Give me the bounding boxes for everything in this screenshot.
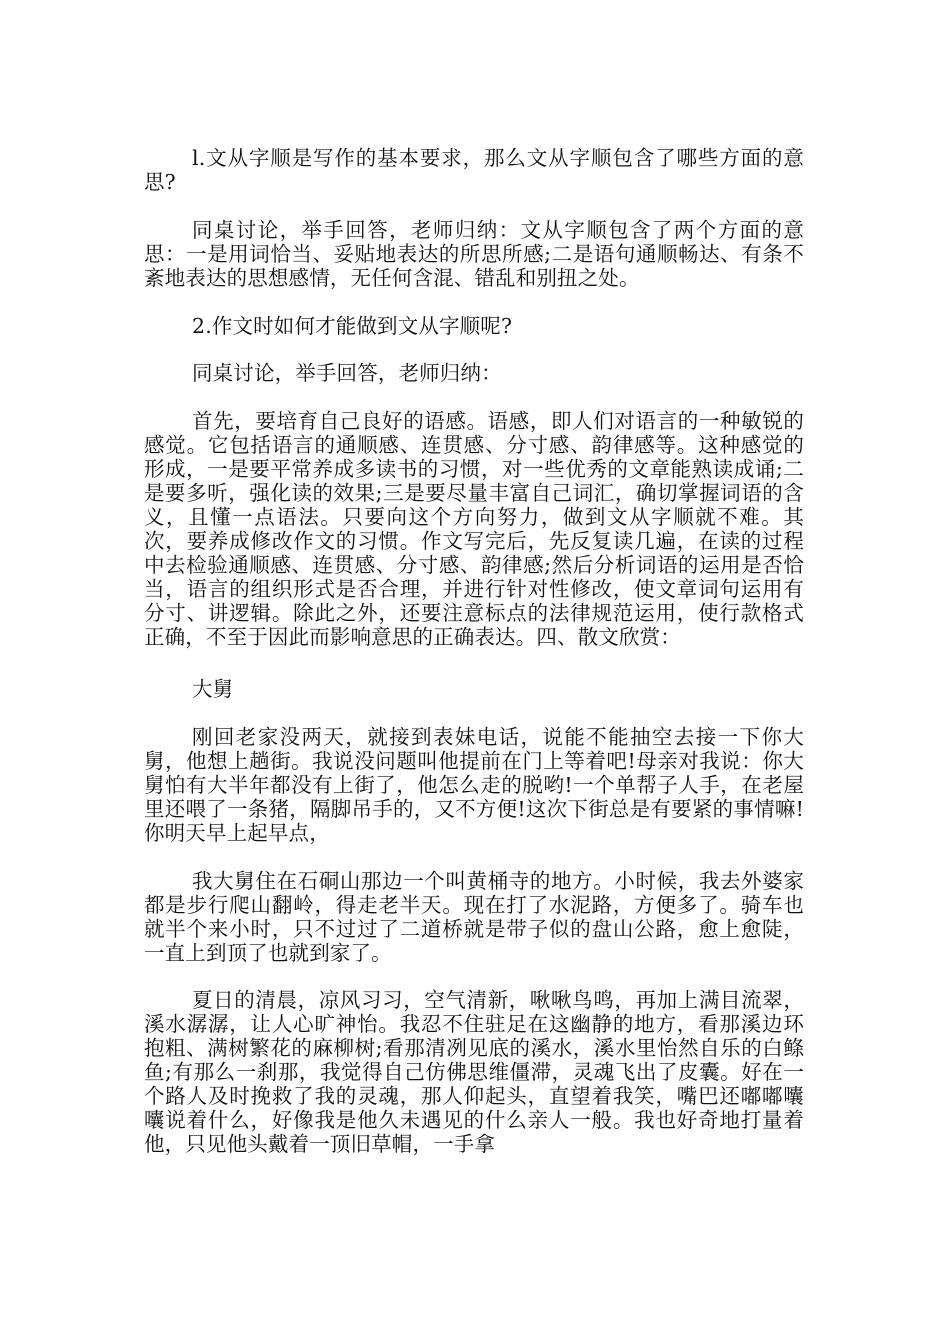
paragraph-question-2: 2.作文时如何才能做到文从字顺呢? [192, 313, 513, 338]
essay-title: 大舅 [192, 677, 234, 702]
essay-paragraph: 我大舅住在石硐山那边一个叫黄桶寺的地方。小时候，我去外婆家都是步行爬山翻岭，得走老半天。现在打了水泥路，方便多了。骑车也就半个来小时，只不过过了二道桥就是带子似的盘山公路，愈上愈陡，一直上到顶了也就到家了。 [144, 868, 804, 965]
paragraph-answer-2-intro: 同桌讨论，举手回答，老师归纳： [192, 361, 502, 386]
essay-paragraph: 夏日的清晨，凉风习习，空气清新，啾啾鸟鸣，再加上满目流翠，溪水潺潺，让人心旷神怡。我忍不住驻足在这幽静的地方，看那溪边环抱粗、满树繁花的麻柳树;看那清冽见底的溪水，溪水里怡然自乐的白鲦鱼;有那么一刹那，我觉得自己仿佛思维僵滞，灵魂飞出了皮囊。好在一个路人及时挽救了我的灵魂，那人仰起头，直望着我笑，嘴巴还嘟嘟囔囔说着什么，好像我是他久未遇见的什么亲人一般。我也好奇地打量着他，只见他头戴着一顶旧草帽，一手拿 [144, 988, 804, 1156]
essay-paragraph: 刚回老家没两天，就接到表妹电话，说能不能抽空去接一下你大舅，他想上趟街。我说没问题叫他提前在门上等着吧!母亲对我说：你大舅怕有大半年都没有上街了，他怎么走的脱哟!一个单帮子人手，在老屋里还喂了一条猪，隔脚吊手的，又不方便!这次下街总是有要紧的事情嘛!你明天早上起早点， [144, 725, 804, 845]
paragraph-answer-2-body: 首先，要培育自己良好的语感。语感，即人们对语言的一种敏锐的感觉。它包括语言的通顺感、连贯感、分寸感、韵律感等。这种感觉的形成，一是要平常养成多读书的习惯，对一些优秀的文章能熟读成诵;二是要多听，强化读的效果;三是要尽量丰富自己词汇，确切掌握词语的含义，且懂一点语法。只要向这个方向努力，做到文从字顺就不难。其次，要养成修改作文的习惯。作文写完后，先反复读几遍，在读的过程中去检验通顺感、连贯感、分寸感、韵律感;然后分析词语的运用是否恰当，语言的组织形式是否合理，并进行针对性修改，使文章词句运用有分寸、讲逻辑。除此之外，还要注意标点的法律规范运用，使行款格式正确，不至于因此而影响意思的正确表达。四、散文欣赏： [144, 409, 804, 649]
paragraph-answer-1: 同桌讨论，举手回答，老师归纳：文从字顺包含了两个方面的意思：一是用词恰当、妥贴地表达的所思所感;二是语句通顺畅达、有条不紊地表达的思想感情，无任何含混、错乱和别扭之处。 [144, 217, 804, 290]
document-body [144, 147, 804, 1181]
paragraph-question-1: l.文从字顺是写作的基本要求，那么文从字顺包含了哪些方面的意思? [144, 146, 804, 194]
